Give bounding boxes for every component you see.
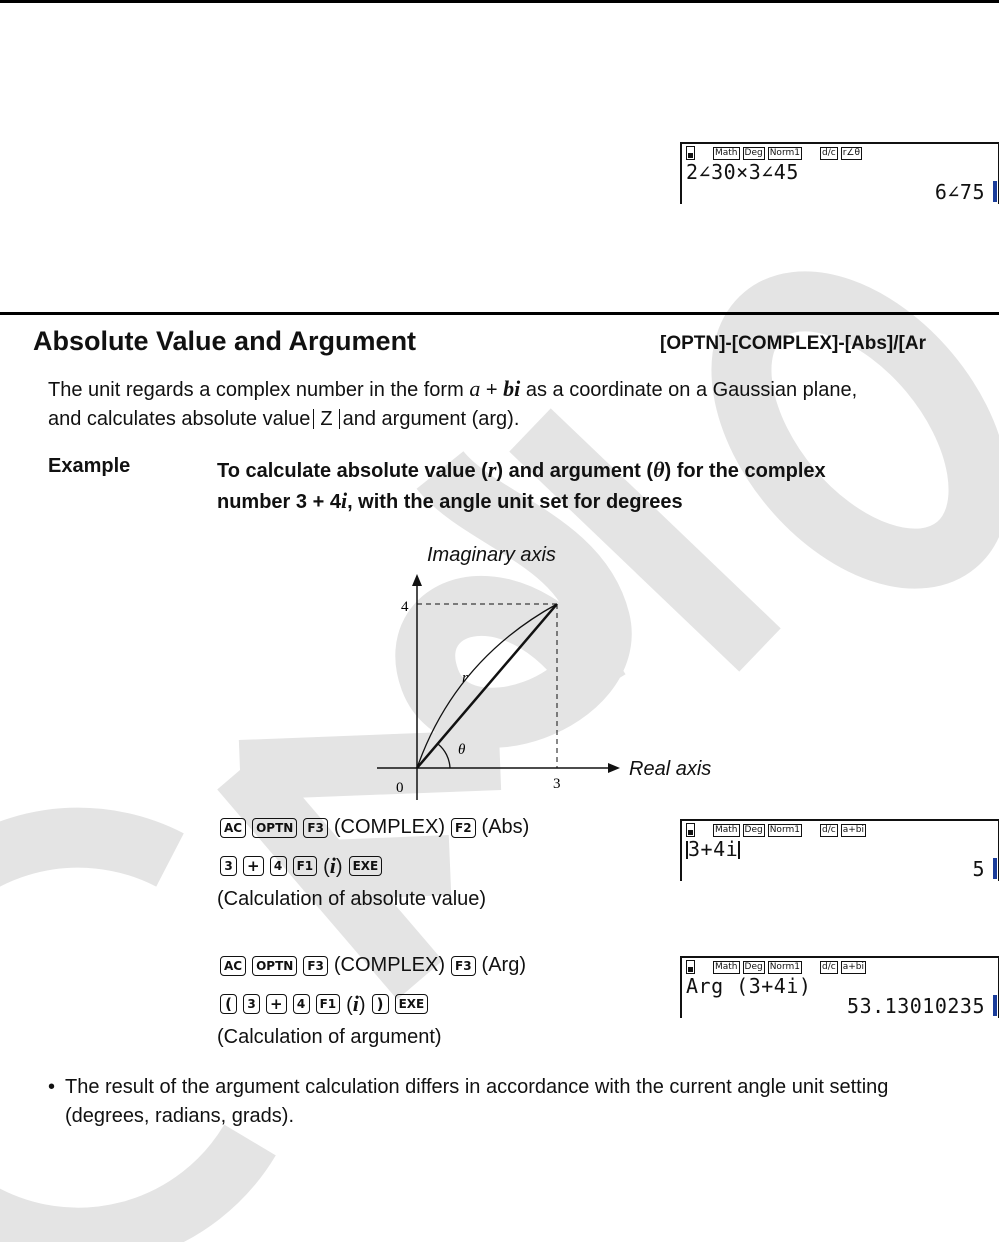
battery-icon (686, 146, 695, 160)
rparen-key: ) (372, 994, 389, 1014)
example-text: To calculate absolute value (r) and argument (θ) for the complex number 3 + 4i, with the angle unit set for degrees (217, 457, 826, 513)
f3-key: F3 (303, 956, 328, 976)
section-rule (0, 312, 999, 315)
section-title: Absolute Value and Argument (33, 326, 417, 356)
origin-label: 0 (396, 780, 404, 796)
caption-abs: (Calculation of absolute value) (217, 888, 487, 910)
status-tag: Norm1 (769, 824, 800, 835)
tick-x-label: 3 (553, 776, 561, 792)
f2-key: F2 (451, 818, 476, 838)
real-axis-arrow (608, 763, 620, 773)
calc-expression: 2∠30×3∠45 (686, 160, 799, 184)
optn-key: OPTN (252, 956, 297, 976)
calc-display-3 (680, 956, 999, 1018)
f3-key: F3 (303, 818, 328, 838)
ac-key: AC (220, 956, 246, 976)
calc-expression: 3+4i (688, 837, 739, 861)
bullet-mark: • (48, 1076, 56, 1098)
r-label: r (462, 670, 468, 686)
battery-icon (686, 960, 695, 974)
calc-expression: Arg (3+4i) (686, 974, 812, 998)
status-tag: Math (715, 147, 738, 158)
menu-path: [OPTN]-[COMPLEX]-[Abs]/[Ar (660, 333, 926, 354)
status-tag: d/c (821, 147, 836, 158)
plus-key: + (243, 856, 264, 876)
status-tag: a+bi (842, 961, 864, 972)
calc-result: 5 (972, 857, 985, 881)
status-tag: Deg (744, 147, 763, 158)
theta-arc (438, 744, 450, 768)
f1-key: F1 (316, 994, 341, 1014)
key-sequence-arg-2: ( 3 + 4 F1 (i) ) EXE (220, 991, 428, 1017)
exe-key: EXE (395, 994, 429, 1014)
status-tag: d/c (821, 961, 836, 972)
status-tag: r∠θ (842, 147, 860, 158)
calc-display-1 (680, 142, 999, 204)
status-bar (686, 960, 866, 974)
status-tag: Norm1 (769, 961, 800, 972)
tick-y-label: 4 (401, 599, 409, 615)
three-key: 3 (220, 856, 237, 876)
ac-key: AC (220, 818, 246, 838)
f1-key: F1 (293, 856, 318, 876)
imaginary-axis-arrow (412, 574, 422, 586)
exe-key: EXE (349, 856, 383, 876)
status-bar (686, 823, 866, 837)
scroll-indicator (993, 995, 997, 1016)
four-key: 4 (270, 856, 287, 876)
battery-icon (686, 823, 695, 837)
abs-z: Z (313, 409, 339, 429)
status-tag: Deg (744, 824, 763, 835)
top-rule (0, 0, 999, 3)
plus-key: + (266, 994, 287, 1014)
f3-key: F3 (451, 956, 476, 976)
lparen-key: ( (220, 994, 237, 1014)
optn-key: OPTN (252, 818, 297, 838)
gaussian-plane-diagram (370, 570, 630, 805)
calc-display-2 (680, 819, 999, 881)
key-sequence-abs-1: AC OPTN F3 (COMPLEX) F2 (Abs) (220, 816, 529, 839)
key-sequence-abs-2: 3 + 4 F1 (i) EXE (220, 853, 382, 879)
example-label: Example (48, 455, 131, 477)
status-tag: Deg (744, 961, 763, 972)
status-tag: Math (715, 961, 738, 972)
four-key: 4 (293, 994, 310, 1014)
theta-label: θ (458, 742, 466, 758)
bullet-text: The result of the argument calculation differs in accordance with the current angle unit setting (degrees, radians, grads). (65, 1076, 889, 1127)
status-tag: a+bi (842, 824, 864, 835)
status-bar (686, 146, 862, 160)
status-tag: d/c (821, 824, 836, 835)
scroll-indicator (993, 858, 997, 879)
key-sequence-arg-1: AC OPTN F3 (COMPLEX) F3 (Arg) (220, 954, 526, 977)
vector-line (417, 604, 557, 768)
calc-result: 6∠75 (934, 180, 985, 204)
three-key: 3 (243, 994, 260, 1014)
intro-paragraph: The unit regards a complex number in the form a + bi as a coordinate on a Gaussian plane, and calculates absolute value Z and argument (arg). (48, 376, 858, 430)
imaginary-axis-label: Imaginary axis (427, 544, 556, 566)
status-tag: Norm1 (769, 147, 800, 158)
calc-result: 53.13010235 (847, 994, 985, 1018)
scroll-indicator (993, 181, 997, 202)
real-axis-label: Real axis (629, 758, 712, 780)
status-tag: Math (715, 824, 738, 835)
caption-arg: (Calculation of argument) (217, 1026, 442, 1048)
